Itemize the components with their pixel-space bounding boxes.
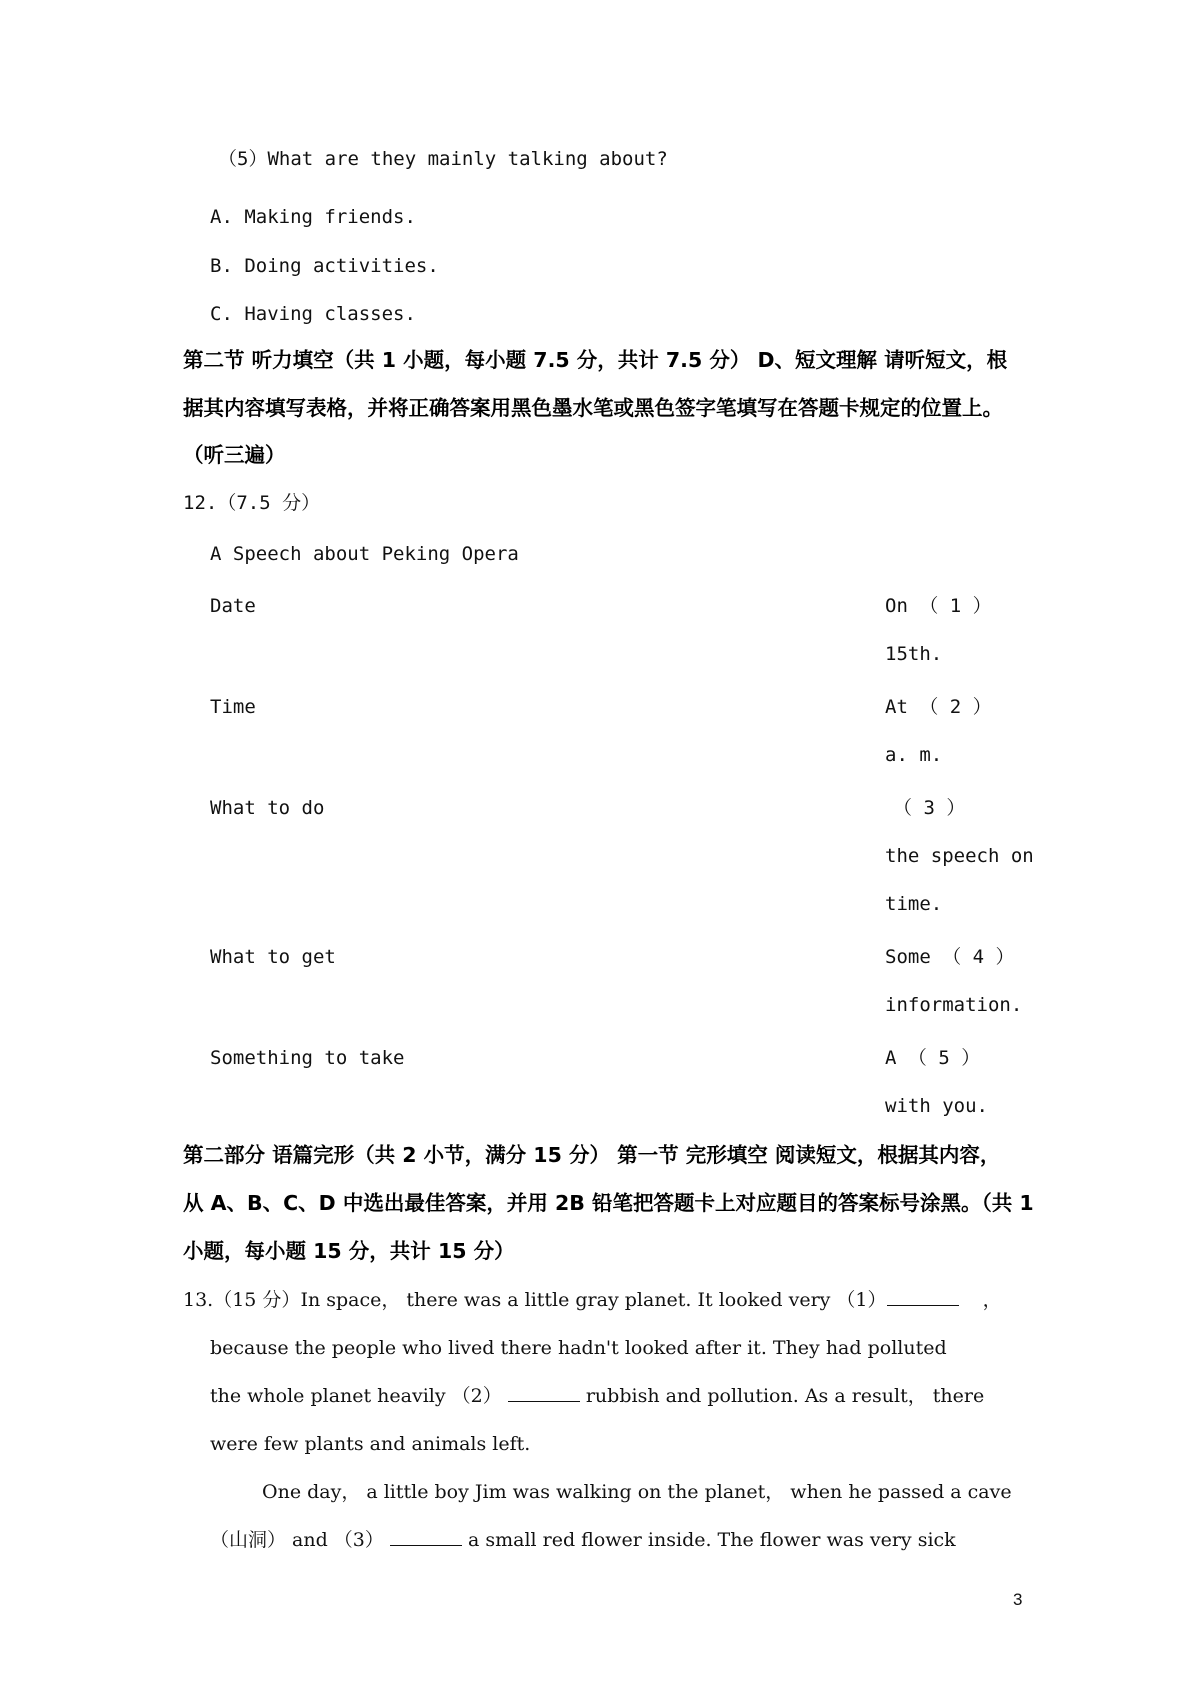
section2-heading-line3: （听三遍） xyxy=(183,443,286,467)
q13-line6 xyxy=(210,1527,956,1553)
part2-heading-line1: 第二部分 语篇完形（共 2 小节，满分 15 分） 第一节 完形填空 阅读短文，根据其内容， xyxy=(183,1143,1001,1167)
q13-line6-text: （山洞） and （3） xyxy=(210,1529,384,1551)
q12-row-value: information. xyxy=(885,994,1023,1016)
part2-heading-line2: 从 A、B、C、D 中选出最佳答案，并用 2B 铅笔把答题卡上对应题目的答案标号涂黑。（共 1 xyxy=(183,1191,1034,1215)
q12-row-label: Time xyxy=(210,696,256,718)
q13-number: 13.（15 分） xyxy=(183,1289,301,1311)
answer-blank-2[interactable] xyxy=(508,1383,580,1402)
q12-number: 12.（7.5 分） xyxy=(183,492,321,514)
q12-row-value: At （ 2 ） xyxy=(885,696,992,718)
q12-row-value: with you. xyxy=(885,1095,988,1117)
q13-line2: because the people who lived there hadn't looked after it. They had polluted xyxy=(210,1337,947,1359)
q12-row-value: a. m. xyxy=(885,744,943,766)
q5-option-a: A. Making friends. xyxy=(210,206,416,228)
q5-question: （5）What are they mainly talking about? xyxy=(218,148,668,170)
q13-line3-text: the whole planet heavily （2） xyxy=(210,1385,502,1407)
q12-row-value: （ 3 ） xyxy=(893,797,966,819)
q12-table-title: A Speech about Peking Opera xyxy=(210,543,519,565)
q12-row-value: On （ 1 ） xyxy=(885,595,992,617)
q12-row-value: 15th. xyxy=(885,643,943,665)
q12-row-value: the speech on xyxy=(885,845,1034,867)
q12-row-label: Date xyxy=(210,595,256,617)
q12-row-label: What to get xyxy=(210,946,336,968)
q12-row-value: A （ 5 ） xyxy=(885,1047,981,1069)
q5-option-c: C. Having classes. xyxy=(210,303,416,325)
q12-row-value: Some （ 4 ） xyxy=(885,946,1015,968)
q12-row-label: What to do xyxy=(210,797,325,819)
answer-blank-3[interactable] xyxy=(390,1527,462,1546)
answer-blank-1[interactable] xyxy=(887,1287,959,1306)
q12-row-value: time. xyxy=(885,893,943,915)
q13-line3-rest: rubbish and pollution. As a result， there xyxy=(585,1385,985,1407)
q13-line5: One day， a little boy Jim was walking on the planet， when he passed a cave xyxy=(262,1481,1012,1503)
q13-line6-rest: a small red flower inside. The flower was very sick xyxy=(468,1529,956,1551)
q13-line3 xyxy=(210,1383,984,1409)
q13-line1-text: In space， there was a little gray planet. It looked very （1） xyxy=(300,1289,887,1311)
q5-option-b: B. Doing activities. xyxy=(210,255,439,277)
q12-row-label: Something to take xyxy=(210,1047,405,1069)
q13-line1-end: ， xyxy=(982,1289,1002,1311)
section2-heading-line1: 第二节 听力填空（共 1 小题，每小题 7.5 分，共计 7.5 分） D、短文理解 请听短文，根 xyxy=(183,348,1008,372)
q13-line1 xyxy=(183,1287,1002,1313)
page-number: 3 xyxy=(1013,1590,1023,1609)
part2-heading-line3: 小题，每小题 15 分，共计 15 分） xyxy=(183,1239,515,1263)
q13-line4: were few plants and animals left. xyxy=(210,1433,531,1455)
section2-heading-line2: 据其内容填写表格，并将正确答案用黑色墨水笔或黑色签字笔填写在答题卡规定的位置上。 xyxy=(183,396,1003,420)
